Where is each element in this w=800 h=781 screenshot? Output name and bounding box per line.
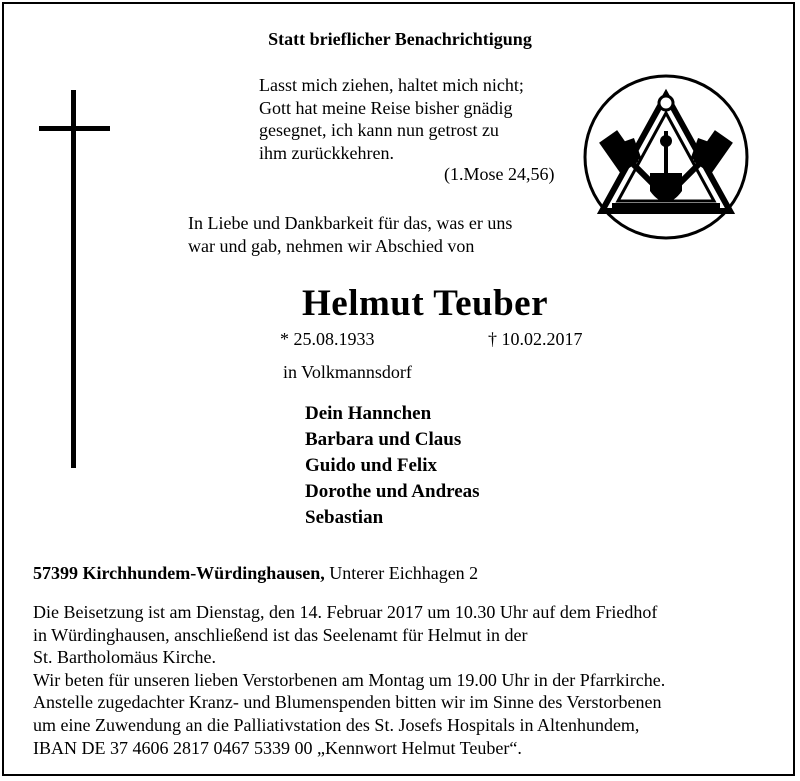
deceased-name: Helmut Teuber <box>302 283 548 324</box>
verse-reference: (1.Mose 24,56) <box>444 164 555 184</box>
details-line: um eine Zuwendung an die Palliativstation des St. Josefs Hospitals in Altenhundem, <box>33 714 640 735</box>
details-line: in Würdinghausen, anschließend ist das Seelenamt für Helmut in der <box>33 624 528 645</box>
mourner-name: Sebastian <box>305 507 384 528</box>
details-line: Die Beisetzung ist am Dienstag, den 14. Februar 2017 um 10.30 Uhr auf dem Friedhof <box>33 602 658 622</box>
details-line: Anstelle zugedachter Kranz- und Blumenspenden bitten wir im Sinne des Verstorbenen <box>33 692 662 713</box>
stonemason-guild-emblem-icon <box>582 73 750 241</box>
verse-line: Gott hat meine Reise bisher gnädig <box>259 97 513 118</box>
mourner-name: Dorothe und Andreas <box>305 481 480 502</box>
funeral-details <box>33 601 665 759</box>
verse-line: gesegnet, ich kann nun getrost zu <box>259 120 499 140</box>
death-date: † 10.02.2017 <box>488 329 583 349</box>
mourners-list <box>305 401 480 531</box>
notice-header: Statt brieflicher Benachrichtigung <box>268 29 532 49</box>
birth-place: in Volkmannsdorf <box>283 362 412 382</box>
birth-date: * 25.08.1933 <box>280 329 375 349</box>
intro-text <box>188 212 512 258</box>
address-city: 57399 Kirchhundem-Würdinghausen, <box>33 563 325 583</box>
address-street: Unterer Eichhagen 2 <box>329 563 479 583</box>
verse-line: ihm zurückkehren. <box>259 142 394 163</box>
verse-line: Lasst mich ziehen, haltet mich nicht; <box>259 75 524 95</box>
bible-verse <box>259 74 524 164</box>
mourner-name: Guido und Felix <box>305 455 437 476</box>
details-line: St. Bartholomäus Kirche. <box>33 647 216 668</box>
family-address <box>33 563 478 584</box>
details-line: Wir beten für unseren lieben Verstorbenen am Montag um 19.00 Uhr in der Pfarrkirche. <box>33 669 666 690</box>
details-line: IBAN DE 37 4606 2817 0467 5339 00 „Kennwort Helmut Teuber“. <box>33 737 522 758</box>
mourner-name: Barbara und Claus <box>305 429 462 450</box>
intro-line: In Liebe und Dankbarkeit für das, was er uns <box>188 213 513 233</box>
intro-line: war und gab, nehmen wir Abschied von <box>188 236 475 256</box>
mourner-name: Dein Hannchen <box>305 403 432 424</box>
